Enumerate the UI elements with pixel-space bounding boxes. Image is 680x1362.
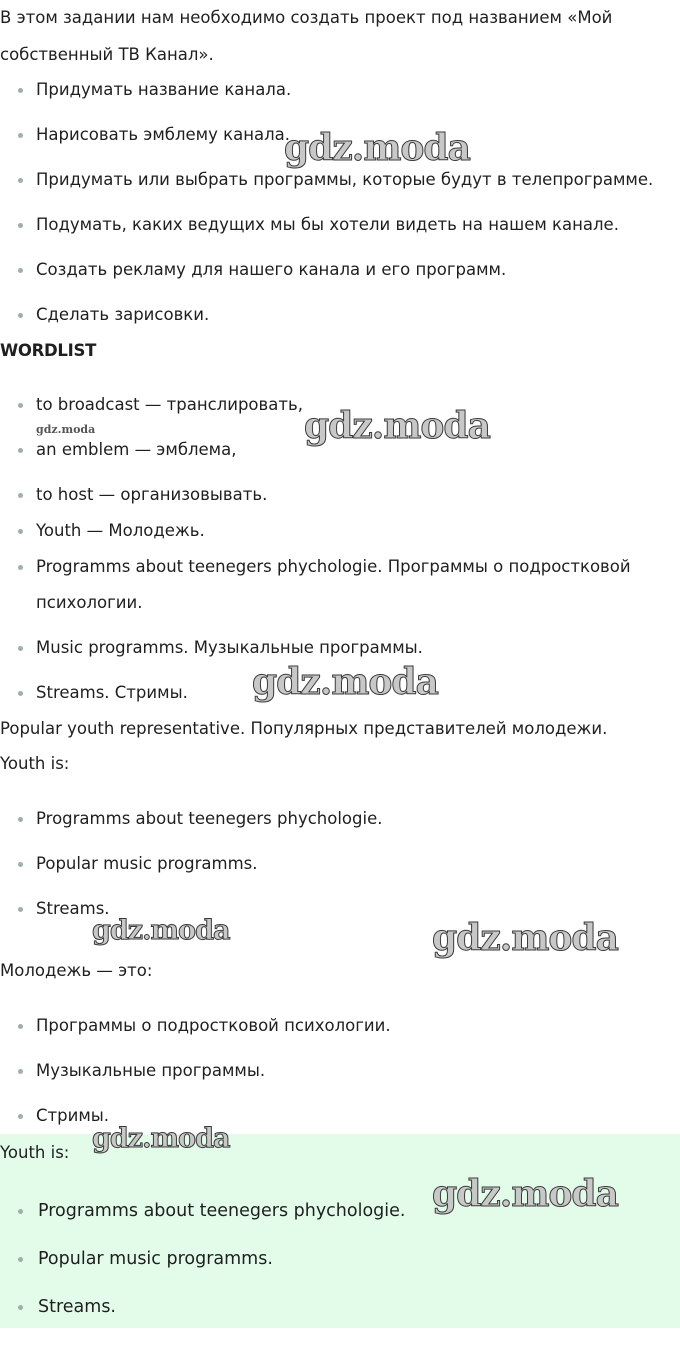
intro-line-1: В этом задании нам необходимо создать проект под названием «Мой [0,8,613,27]
intro-line-2: собственный ТВ Канал». [0,45,214,64]
bullet [18,907,23,912]
watermark-logo-small: gdz.moda [36,423,96,436]
highlight-box [0,1134,680,1328]
watermark-logo: gdz.moda [92,1123,230,1154]
task-item: Подумать, каких ведущих мы бы хотели видеть на нашем канале. [36,215,619,234]
bullet [18,88,23,93]
popular-line: Popular youth representative. Популярных представителей молодежи. [0,719,608,738]
wordlist-item: Youth — Молодежь. [36,521,205,540]
bullet [18,1114,23,1119]
bullet [18,691,23,696]
youth-en-label: Youth is: [0,754,70,773]
bullet [18,1257,23,1262]
bullet [18,1024,23,1029]
watermark-logo: gdz.moda [284,127,470,169]
youth-ru-label: Молодежь — это: [0,961,153,980]
watermark-logo: gdz.moda [432,917,618,959]
task-item: Придумать или выбрать программы, которые будут в телепрограмме. [36,170,654,189]
wordlist-item: Programms about teenegers phychologie. Программы о подростковой [36,557,631,576]
bullet [18,403,23,408]
wordlist-item-continuation: психологии. [36,593,143,612]
bullet [18,313,23,318]
youth-en-item: Streams. [36,899,110,918]
youth-ru-item: Стримы. [36,1106,110,1125]
watermark-logo: gdz.moda [432,1173,618,1215]
bullet [18,133,23,138]
youth-ru-item: Программы о подростковой психологии. [36,1016,391,1035]
highlight-item: Programms about teenegers phychologie. [38,1201,406,1221]
youth-en-item: Popular music programms. [36,854,258,873]
bullet [18,862,23,867]
task-item: Придумать название канала. [36,80,292,99]
wordlist-item: to broadcast — транслировать, [36,395,303,414]
highlight-item: Popular music programms. [38,1249,273,1269]
watermark-logo: gdz.moda [92,915,230,946]
watermark-logo: gdz.moda [252,661,438,703]
bullet [18,565,23,570]
task-item: Сделать зарисовки. [36,305,210,324]
bullet [18,817,23,822]
wordlist-item: an emblem — эмблема, [36,440,237,459]
wordlist-item: Music programms. Музыкальные программы. [36,638,423,657]
youth-ru-item: Музыкальные программы. [36,1061,266,1080]
bullet [18,178,23,183]
wordlist-heading: WORDLIST [0,341,97,360]
watermark-logo: gdz.moda [304,405,490,447]
bullet [18,493,23,498]
bullet [18,223,23,228]
highlight-item: Streams. [38,1297,116,1317]
bullet [18,1069,23,1074]
bullet [18,448,23,453]
wordlist-item: to host — организовывать. [36,485,268,504]
bullet [18,529,23,534]
youth-en-item: Programms about teenegers phychologie. [36,809,383,828]
bullet [18,646,23,651]
wordlist-item: Streams. Стримы. [36,683,188,702]
highlight-label: Youth is: [0,1143,70,1162]
bullet [18,268,23,273]
task-item: Создать рекламу для нашего канала и его программ. [36,260,507,279]
bullet [18,1209,23,1214]
task-item: Нарисовать эмблему канала. [36,125,291,144]
bullet [18,1305,23,1310]
